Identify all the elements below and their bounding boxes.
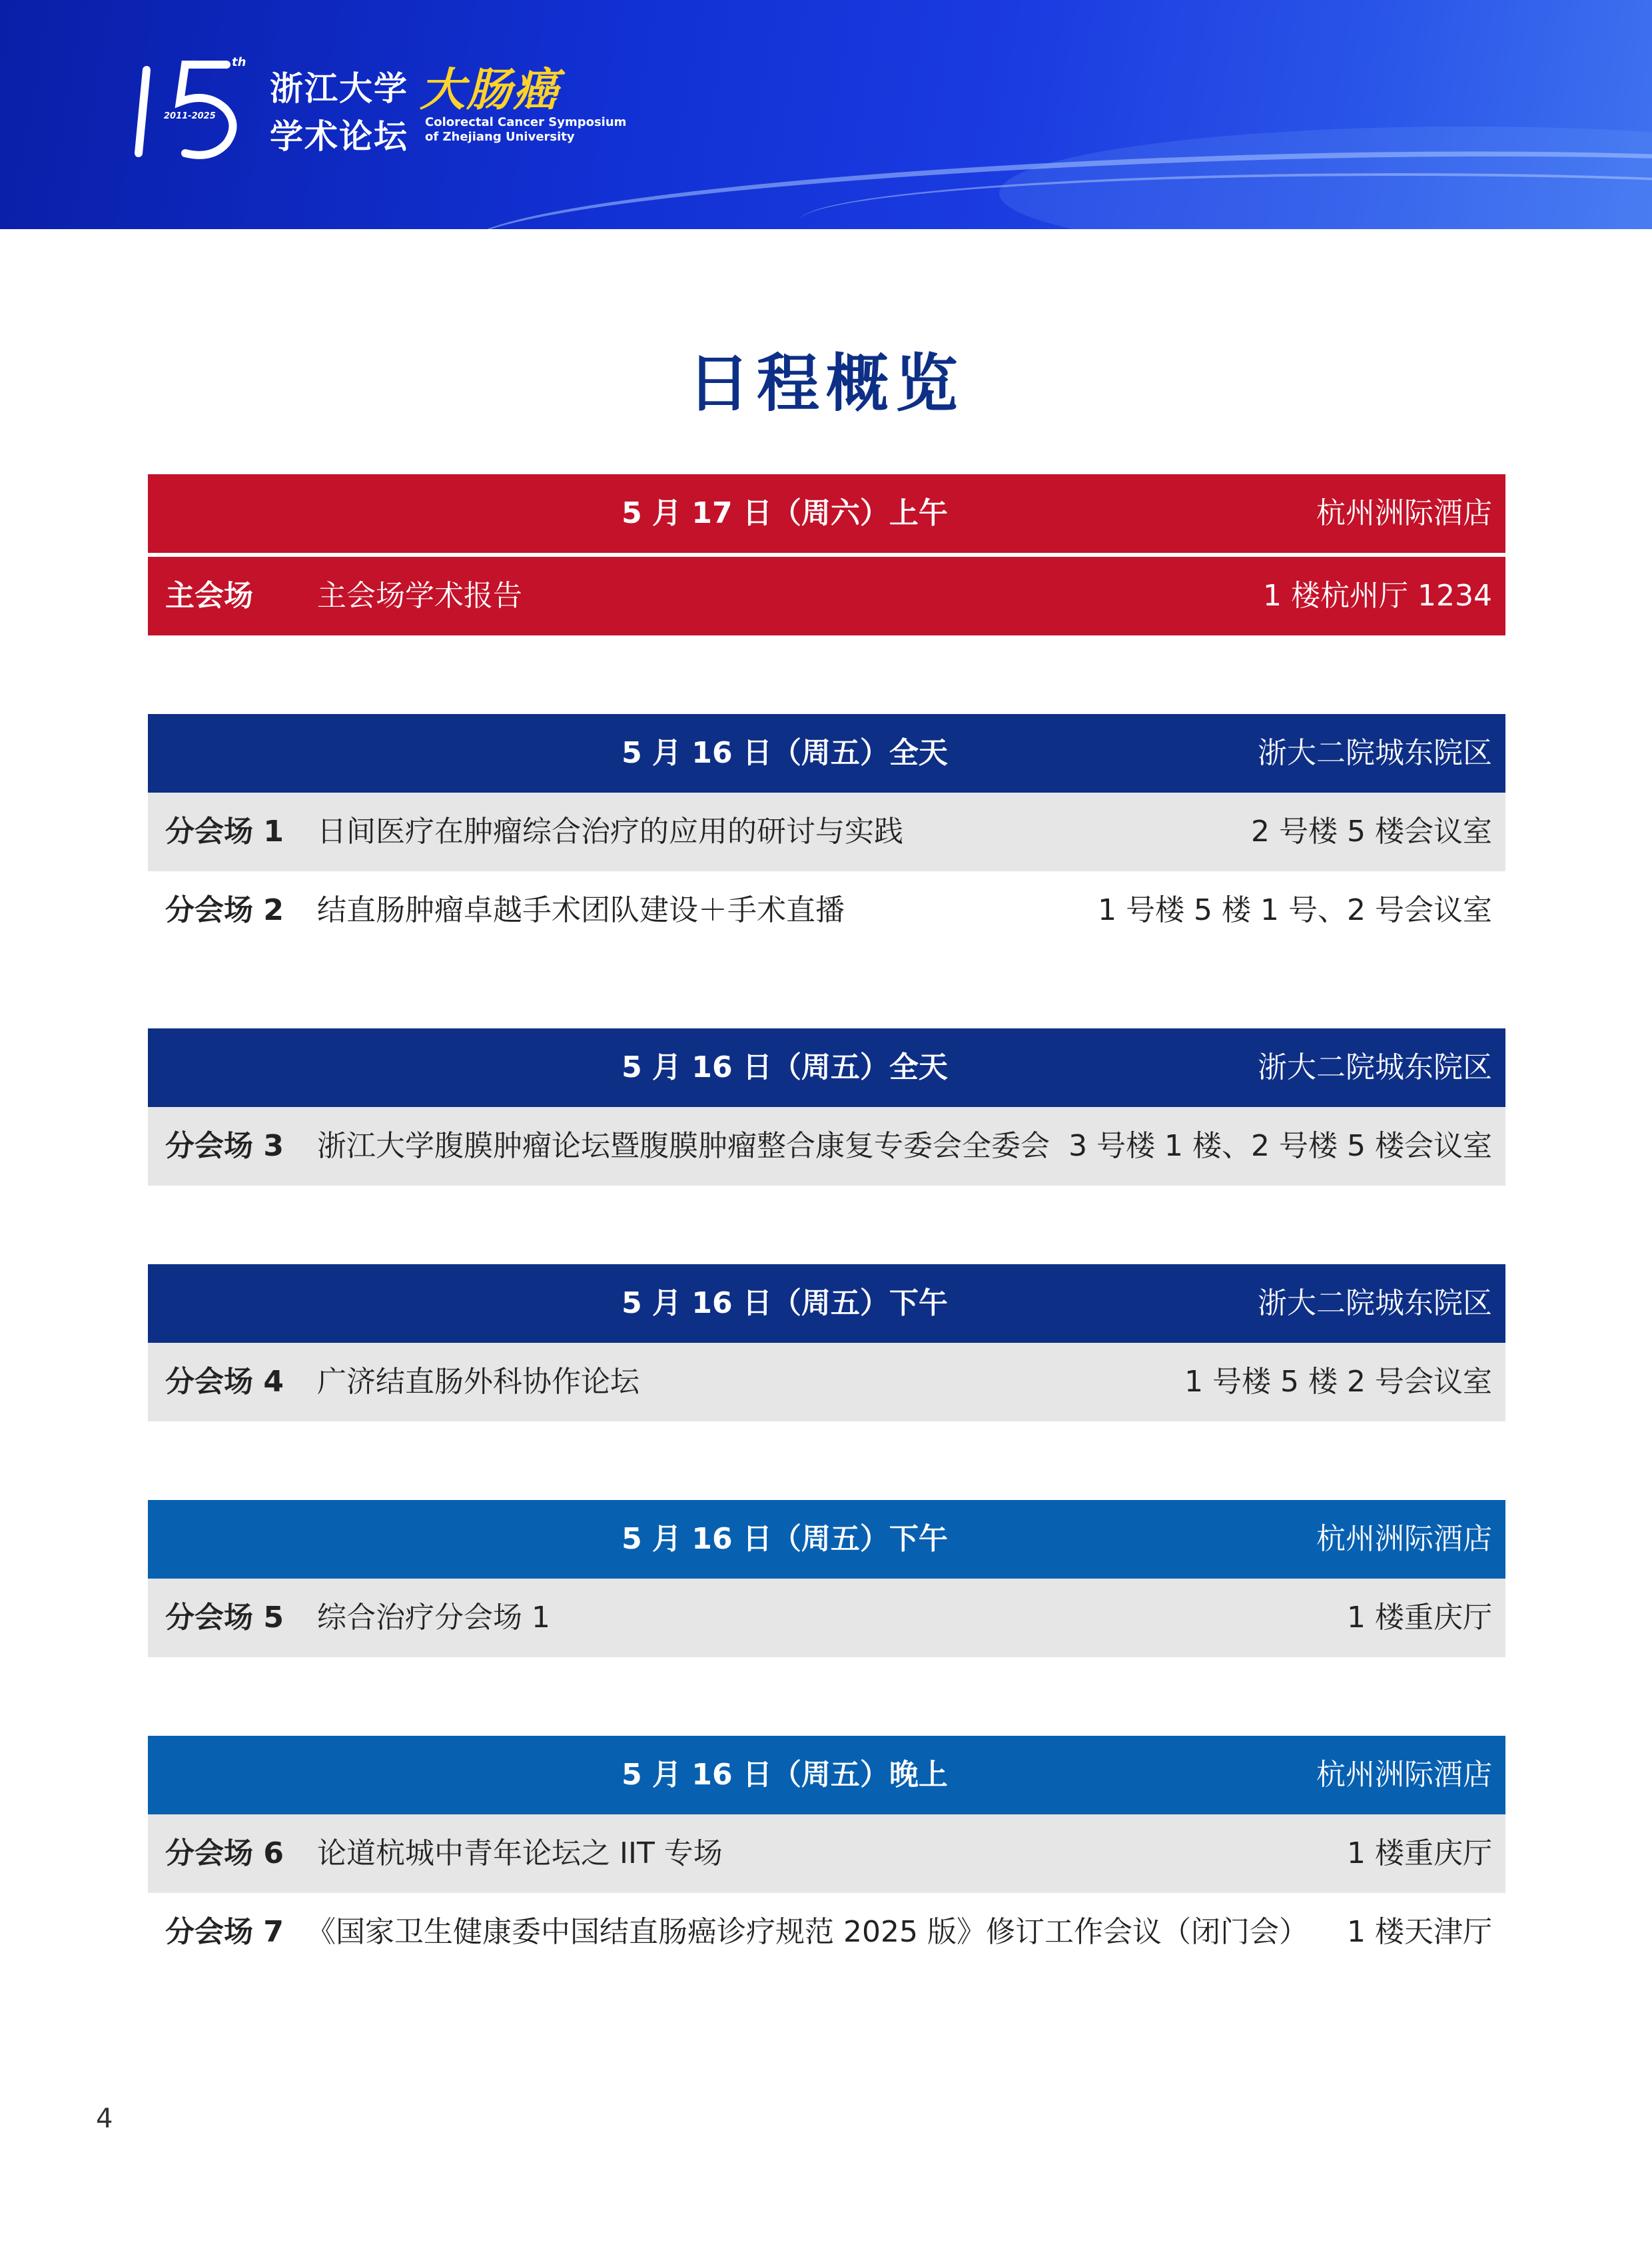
session-room: 1 号楼 5 楼 2 号会议室 [1184, 1365, 1492, 1399]
session-row [148, 1893, 1505, 1972]
schedule-block-5 [148, 1500, 1505, 1657]
session-row [148, 1814, 1505, 1893]
block-date: 5 月 17 日（周六）上午 [621, 496, 948, 530]
session-label: 分会场 2 [165, 893, 284, 927]
session-room: 2 号楼 5 楼会议室 [1251, 815, 1492, 849]
session-room: 1 楼重庆厅 [1347, 1601, 1492, 1635]
block-header [148, 1028, 1505, 1107]
logo-en-line2: of Zhejiang University [425, 130, 575, 144]
block-venue: 杭州洲际酒店 [1316, 1522, 1492, 1556]
session-row [148, 871, 1505, 950]
block-header [148, 714, 1505, 793]
schedule-block-2 [148, 714, 1505, 950]
schedule-block-4 [148, 1264, 1505, 1421]
session-room: 1 楼杭州厅 1234 [1263, 579, 1492, 613]
session-topic: 综合治疗分会场 1 [317, 1601, 550, 1635]
session-row [148, 553, 1505, 635]
session-room: 1 号楼 5 楼 1 号、2 号会议室 [1098, 893, 1492, 927]
page-number: 4 [96, 2103, 113, 2134]
block-header [148, 474, 1505, 553]
session-topic: 《国家卫生健康委中国结直肠癌诊疗规范 2025 版》修订工作会议（闭门会） [306, 1915, 1308, 1949]
session-row [148, 1107, 1505, 1186]
session-topic: 结直肠肿瘤卓越手术团队建设＋手术直播 [317, 893, 845, 927]
schedule-block-main [148, 474, 1505, 635]
logo-number: 15 [193, 60, 195, 61]
block-header [148, 1500, 1505, 1579]
block-venue: 浙大二院城东院区 [1258, 736, 1492, 770]
block-venue: 杭州洲际酒店 [1316, 1758, 1492, 1792]
session-label: 主会场 [165, 579, 253, 613]
schedule-overview [148, 474, 1505, 2050]
session-row [148, 793, 1505, 871]
session-label: 分会场 7 [165, 1915, 284, 1949]
session-room: 3 号楼 1 楼、2 号楼 5 楼会议室 [1068, 1129, 1492, 1163]
session-label: 分会场 4 [165, 1365, 284, 1399]
session-topic: 广济结直肠外科协作论坛 [317, 1365, 639, 1399]
block-date: 5 月 16 日（周五）全天 [621, 1050, 948, 1084]
session-label: 分会场 3 [165, 1129, 284, 1163]
session-row [148, 1343, 1505, 1421]
header-banner [0, 0, 1652, 229]
logo-script-title: 大肠癌 [420, 63, 560, 117]
logo-english-name [425, 115, 626, 145]
session-room: 1 楼天津厅 [1347, 1915, 1492, 1949]
schedule-block-3 [148, 1028, 1505, 1186]
block-venue: 浙大二院城东院区 [1258, 1050, 1492, 1084]
block-header [148, 1264, 1505, 1343]
block-date: 5 月 16 日（周五）晚上 [621, 1758, 948, 1792]
session-topic: 浙江大学腹膜肿瘤论坛暨腹膜肿瘤整合康复专委会全委会 [317, 1129, 1050, 1163]
symposium-logo [127, 50, 646, 163]
block-venue: 浙大二院城东院区 [1258, 1286, 1492, 1320]
logo-en-line1: Colorectal Cancer Symposium [425, 115, 627, 129]
session-label: 分会场 6 [165, 1836, 284, 1870]
session-row [148, 1579, 1505, 1657]
block-header [148, 1736, 1505, 1814]
session-topic: 主会场学术报告 [317, 579, 522, 613]
logo-cn-line2: 学术论坛 [270, 117, 408, 156]
logo-cn-line1: 浙江大学 [270, 69, 408, 108]
session-topic: 日间医疗在肿瘤综合治疗的应用的研讨与实践 [317, 815, 903, 849]
session-room: 1 楼重庆厅 [1347, 1836, 1492, 1870]
session-label: 分会场 5 [165, 1601, 284, 1635]
schedule-block-6 [148, 1736, 1505, 1972]
block-date: 5 月 16 日（周五）全天 [621, 736, 948, 770]
logo-years: 2011-2025 [164, 111, 216, 121]
block-date: 5 月 16 日（周五）下午 [621, 1286, 948, 1320]
block-date: 5 月 16 日（周五）下午 [621, 1522, 948, 1556]
session-label: 分会场 1 [165, 815, 284, 849]
block-venue: 杭州洲际酒店 [1316, 496, 1492, 530]
page-title: 日程概览 [687, 348, 965, 420]
session-topic: 论道杭城中青年论坛之 IIT 专场 [317, 1836, 723, 1870]
logo-superscript: th [232, 55, 246, 69]
